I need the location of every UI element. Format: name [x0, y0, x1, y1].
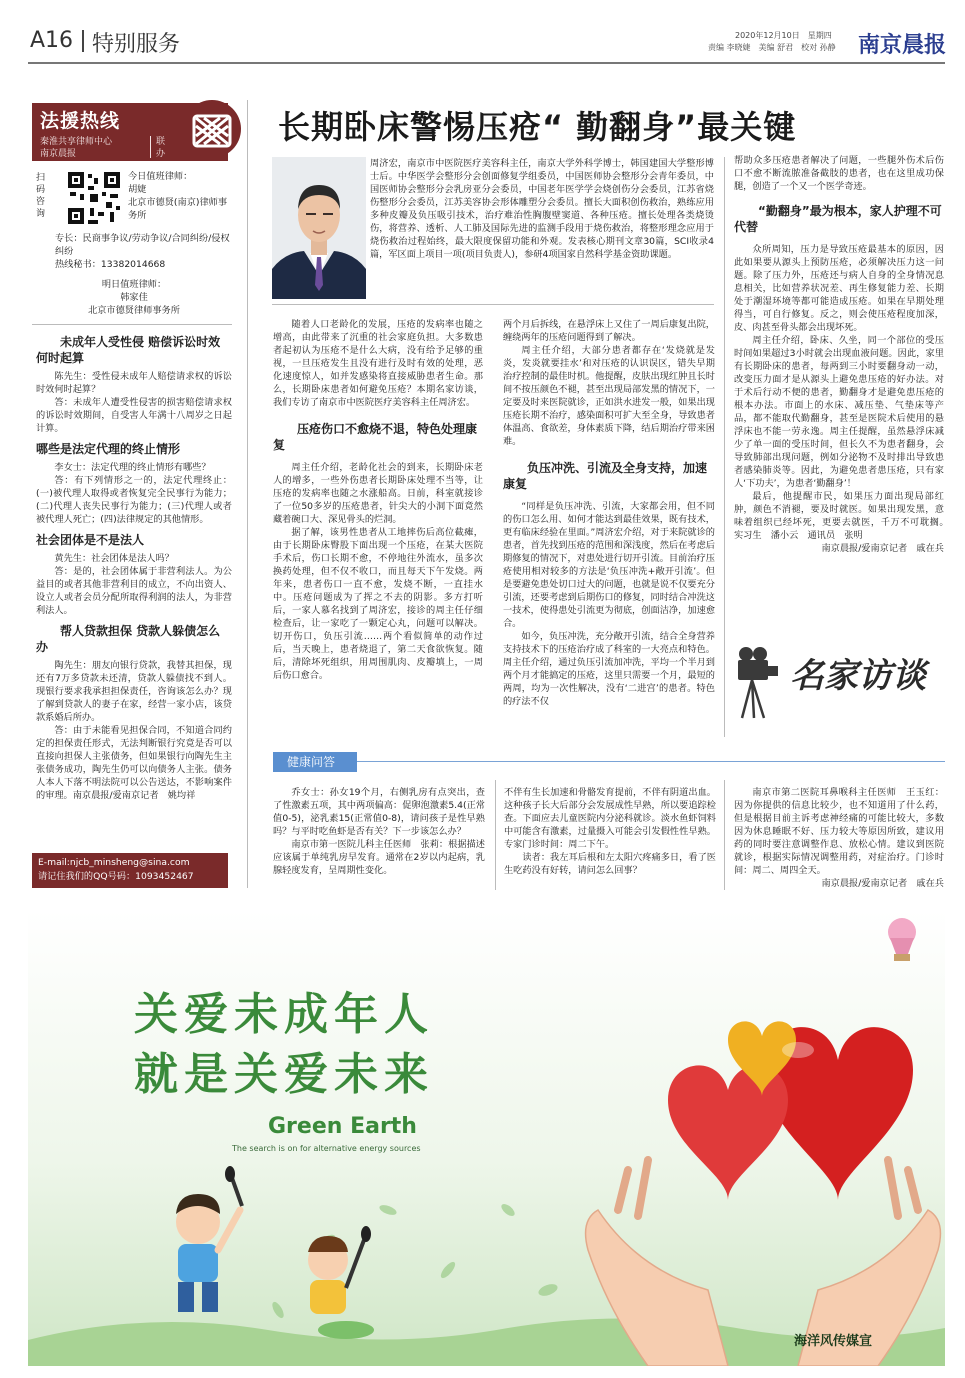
ad-slogan-line2: 就是关爱未来 — [134, 1049, 434, 1100]
article-paragraph: 如今，负压冲洗，充分敞开引流，结合全身营养支持技术下的压疮治疗成了科室的一大亮点和特色。周主任介绍，通过负压引流加冲洗，平均一个半月到两个月才能搞定的压疮，这里只需要一个月，最短的两周，均为一次性解决，没有‘二进宫’的患者。特色的疗法不仅 — [503, 631, 715, 707]
article-paragraph: 周主任介绍，卧床、久坐，同一个部位的受压时间如果超过3小时就会出现血液问题。因此，家里有长期卧床的患者，每两到三小时要翻身动一动，改变压力面才是从源头上避免患压疮的好办法。对于术后行动不便的患者，勤翻身才是避免患压疮的根本办法。市面上的水床、减压垫、气垫床等产品，都不能取代勤翻身，甚至是医院术后使用的悬浮床也不能一劳永逸。周主任提醒，虽然悬浮床减少了单一面的受压时间，但长久不为患者翻身，会导致肺部出现问题，例如分泌物不及时排出导致患者感染肺炎等。因此，为避免患者患压疮，只有家人‘下功夫’，为患者‘勤翻身’！ — [734, 335, 944, 489]
today-lawyer — [128, 170, 228, 222]
qa-answer: 答：有下列情形之一的，法定代理终止：(一)被代理人取得或者恢复完全民事行为能力；(二)代理人丧失民事行为能力；(三)代理人或者被代理人死亡；(四)法律规定的其他情形。 — [36, 475, 232, 525]
qa-answer: 答：是的，社会团体属于非营利法人。为公益目的或者其他非营利目的成立，不向出资人、设立人或者会员分配所取得利润的法人，为非营利法人。 — [36, 566, 232, 616]
today-name: 胡婕 — [128, 184, 147, 195]
health-answer: 不伴有生长加速和骨骼发育提前，不伴有阴道出血。这种孩子长大后部分会发展成性早熟，所以要追踪检查。下面应去儿童医院内分泌科就诊。淡水鱼虾饲料中可能含有激素，过量摄入可能会引发假性性早熟。专家门诊时间：周二下午。 — [504, 787, 716, 850]
article-subhead: 压疮伤口不愈烧不退，特色处理康复 — [273, 422, 478, 452]
scan-consult-label: 扫码咨询 — [36, 173, 46, 219]
issue-date: 2020年12月10日 星期四 — [735, 31, 832, 40]
email-link[interactable]: E-mail:njcb_minsheng@sina.com — [38, 857, 190, 868]
tomorrow-name: 韩家佳 — [120, 292, 148, 303]
public-service-ad — [28, 910, 945, 1366]
legal-divider — [32, 324, 232, 325]
page-number: A16 — [30, 28, 74, 53]
legal-qa-list — [36, 334, 232, 802]
doctor-portrait — [272, 157, 366, 299]
qa-answer: 答：未成年人遭受性侵害的损害赔偿请求权的诉讼时效期间，自受害人年满十八周岁之日起计算。 — [36, 397, 232, 434]
qq-number: 请记住我们的QQ号码：1093452467 — [38, 871, 194, 882]
health-rule — [357, 761, 945, 762]
column-divider — [247, 100, 248, 888]
column-divider — [724, 780, 725, 890]
masthead-logo: 南京晨报 — [858, 32, 947, 58]
legal-hotline-title: 法援热线 — [40, 110, 121, 132]
bio-text: 周济宏，南京市中医院医疗美容科主任，南京大学外科学博士，韩国建国大学整形博士后。中华医学会整形分会创面修复学组委员，中国医师协会整形分会青年委员，中国医师协会整形分会乳房亚分会委员，中国老年医学学会烧创伤分会委员，江苏省烧伤整形分会委员，江苏美容协会形体雕塑分会委员。擅长大面积创伤救治，熟练应用多种皮瓣及负压吸引技术，治疗难治性胸腹壁窦道、各种压疮。擅长处理各类烧烫伤，将营养、透析、人工肺及国际先进的监测手段用于烧伤救治，将整形理念应用于烧伤救治过程始终，最大限度保留功能和外观。发表核心期刊文章30篇，SCI收录4篇，军区面上项目一项(项目负责人)，参研4项国家自然科学基金资助课题。 — [370, 158, 714, 260]
article-headline: 长期卧床警惕压疮“ 勤翻身”最关键 — [278, 108, 797, 146]
knot-logo-icon — [182, 96, 242, 162]
header-rule — [28, 62, 945, 64]
today-label: 今日值班律师： — [128, 171, 193, 182]
article-paragraph: 最后，他提醒市民，如果压力面出现局部红肿，颜色不消褪，要及时就医。如果出现发黑，意味着组织已经坏死，更要去就医，千万不可耽搁。 实习生 潘小云 通讯员 张明 — [734, 491, 963, 541]
section-title: 特别服务 — [92, 32, 181, 57]
article-column-3 — [734, 154, 963, 555]
bio-divider — [272, 304, 714, 305]
qa-question: 陶先生：朋友向银行贷款，我替其担保，现还有7万多贷款未还清，贷款人躲债找不到人。现银行要求我承担担保责任，咨询该怎么办？现了解到贷款人的妻子在家，经营一家小店，该贷款系婚后所办。 — [36, 660, 232, 723]
column-divider — [724, 157, 725, 737]
tomorrow-firm: 北京市德贤律师事务所 — [88, 305, 180, 316]
qa-question: 李女士：法定代理的终止情形有哪些？ — [54, 462, 211, 473]
article-paragraph: 帮助众多压疮患者解决了问题，一些腿外伤术后伤口不愈不断流脓准备截肢的患者，也在这里成功保腿，创造了一个又一个医学奇迹。 — [734, 155, 944, 192]
hotline-text: 热线秘书：13382014668 — [55, 259, 166, 270]
article-paragraph: “同样是负压冲洗、引流，大家都会用，但不同的伤口怎么用、如何才能达到最佳效果，既有技术，更有临床经验在里面。”周济宏介绍，对于来院就诊的患者，首先找到压疮的范围和深浅度，然后在考虑后期修复的情况下，对患处进行切开引流。目前治疗压疮使用相对较多的方法是‘负压冲洗+敞开引流’。但是要避免患处切口过大的问题，也就是说不仅要充分引流，还要考虑到后期伤口的修复，同时结合冲洗这一技术，使得患处引流更为彻底，创面洁净，加速愈合。 — [503, 501, 715, 629]
banner-divider — [150, 136, 151, 158]
qa-answer: 答：由于未能看见担保合同，不知道合同约定的担保责任形式，无法判断银行究竟是否可以直接向担保人主张债务，但如果银行向陶先生主张债务成功，陶先生仍可以向债务人主张。债务人本人下落不明法院可以公告送达，不影响案件的审理。南京晨报/爱南京记者 姚均祥 — [36, 725, 232, 801]
today-firm: 北京市德贤(南京)律师事务所 — [128, 197, 228, 221]
health-question: 读者：我左耳后根和左太阳穴疼痛多日，看了医生吃药没有好转，请问怎么回事？ — [504, 852, 716, 876]
article-subhead: “勤翻身”最为根本，家人护理不可代替 — [734, 204, 942, 234]
qr-code-icon[interactable] — [66, 170, 122, 226]
health-question: 乔女士：孙女19个月，右侧乳房有点突出，查了性激素五项，其中两项偏高：促卵泡激素5.4(正常值0-5)，泌乳素15(正常值0-8)，请问孩子是性早熟吗？与平时吃鱼虾是否有关？下一步该怎么办？ — [273, 787, 485, 837]
qa-title: 哪些是法定代理的终止情形 — [36, 442, 181, 456]
tomorrow-lawyer — [36, 278, 232, 317]
health-answer: 南京市第一医院儿科主任医师 张莉：根据描述应该属于单纯乳房早发育。通常在2岁以内起病，乳腺轻度发育，呈周期性变化。 — [273, 839, 485, 876]
doctor-bio — [370, 157, 714, 261]
qa-title: 帮人贷款担保 贷款人躲债怎么办 — [36, 624, 221, 654]
header-separator — [82, 30, 84, 52]
article-byline: 南京晨报/爱南京记者 戚在兵 — [821, 543, 944, 554]
legal-hotline-org — [40, 136, 112, 160]
article-paragraph: 周主任介绍，老龄化社会的到来，长期卧床老人的增多，一些外伤患者长期卧床处理不当等，让压疮的发病率也随之水涨船高。日前，科室就接诊了一位50多岁的压疮患者，针尖大的小洞下面竟然藏着碗口大、深见骨头的烂洞。 — [273, 462, 483, 525]
stamp-text: 名家访谈 — [790, 656, 926, 696]
health-byline: 南京晨报/爱南京记者 戚在兵 — [821, 878, 944, 889]
health-qa-tag: 健康问答 — [273, 752, 357, 772]
green-earth-title: Green Earth — [268, 1114, 417, 1139]
health-column-3 — [734, 786, 944, 890]
qa-title: 社会团体是不是法人 — [36, 533, 145, 547]
article-column-2 — [503, 318, 715, 708]
contact-box — [32, 853, 228, 888]
qa-question: 黄先生：社会团体是法人吗？ — [54, 553, 174, 564]
article-column-1 — [273, 318, 483, 682]
qa-question: 陈先生：受性侵未成年人赔偿请求权的诉讼时效何时起算？ — [36, 371, 232, 395]
green-earth-subtitle: The search is on for alternative energy sources — [232, 1144, 421, 1153]
joint-label: 联办 — [156, 137, 166, 159]
article-paragraph: 周主任介绍，大部分患者都存在‘发烧就是发炎，发炎就要挂水’和对压疮的认识误区，错失早期治疗控制的最佳时机。他提醒，皮肤出现红肿且长时间不按压颜色不褪，甚至出现局部发黑的情况下，一定要及时来医院就诊，正如洪水进发一般，如果出现压疮长期不治疗，感染面积可扩大至全身，导致患者体温高、食欲差，身体素质下降，结后期治疗带来困难。 — [503, 345, 715, 447]
health-column-1 — [273, 786, 485, 877]
article-paragraph: 随着人口老龄化的发展，压疮的发病率也随之增高，由此带来了沉重的社会家庭负担。大多数患者起初认为压疮不是什么大病，没有给予足够的重视，一旦压疮发生且没有进行及时有效的处理，恶化速度惊人，如并发感染将直接威胁患者生命。那么，长期卧床患者如何避免压疮？本期名家访谈，我们专访了南京市中医院医疗美容科主任周济宏。 — [273, 319, 483, 408]
lawyer-specialty — [55, 232, 233, 271]
ad-credit: 海洋风传媒宣 — [794, 1334, 873, 1349]
article-subhead: 负压冲洗、引流及全身支持，加速康复 — [503, 461, 708, 491]
ad-slogan-line1: 关爱未成年人 — [134, 989, 434, 1040]
article-paragraph: 众所周知，压力是导致压疮最基本的原因，因此如果要从源头上预防压疮，必须解决压力这一问题。除了压力外，压疮还与病人自身的全身情况息息相关，比如营养状况差、再生修复能力差、长期处于潮湿环境等都可能造成压疮。如果在早期处理得当，可自行修复。反之，则会使压疮程度加深，皮、肉甚至骨头都会出现坏死。 — [734, 244, 944, 333]
editors-line: 责编 李晓婕 美编 舒君 校对 孙静 — [708, 43, 836, 52]
article-paragraph: 两个月后拆线，在悬浮床上又住了一周后康复出院，缠绕两年的压疮问题得到了解决。 — [503, 319, 715, 343]
column-divider — [495, 780, 496, 890]
tomorrow-label: 明日值班律师： — [101, 279, 167, 290]
health-answer: 南京市第二医院耳鼻喉科主任医师 王玉红：因为你提供的信息比较少，也不知道用了什么药，但是根据目前主诉考虑神经痛的可能比较大，多数因为休息睡眠不好、压力较大等原因所致，建议用药的同时要注意调整作息、放松心情。建议到医院就诊，根据实际情况调整用药，对症治疗。门诊时间：周二、周四全天。 — [734, 787, 944, 876]
article-paragraph: 据了解，该男性患者从工地摔伤后高位截瘫，由于长期卧床臀股下面出现一个压疮，在某大医院手术后，伤口长期不愈，不停地往外流水，虽多次换药处理，但不仅不收口，而且每天下午发烧。两年来，患者伤口一直不愈，发烧不断，一直挂水中。压疮问题成为了挥之不去的阴影。多方打听后，一家人慕名找到了周济宏，接诊的周主任仔细检查后，让一家吃了一颗定心丸，问题可以解决。切开伤口，负压引流……两个看似简单的动作过后，当天晚上，患者烧退了，第二天食欲恢复。随后，清除坏死组织，用周围肌肉、皮瓣填上，一周后伤口愈合。 — [273, 527, 483, 681]
health-column-2 — [504, 786, 716, 877]
org-line1: 秦淮共享律师中心 — [40, 137, 113, 147]
specialty-text: 专长：民商事争议/劳动争议/合同纠纷/侵权纠纷 — [55, 233, 230, 257]
qa-title: 未成年人受性侵 赔偿诉讼时效何时起算 — [36, 335, 221, 365]
org-line2: 南京晨报 — [40, 149, 77, 159]
